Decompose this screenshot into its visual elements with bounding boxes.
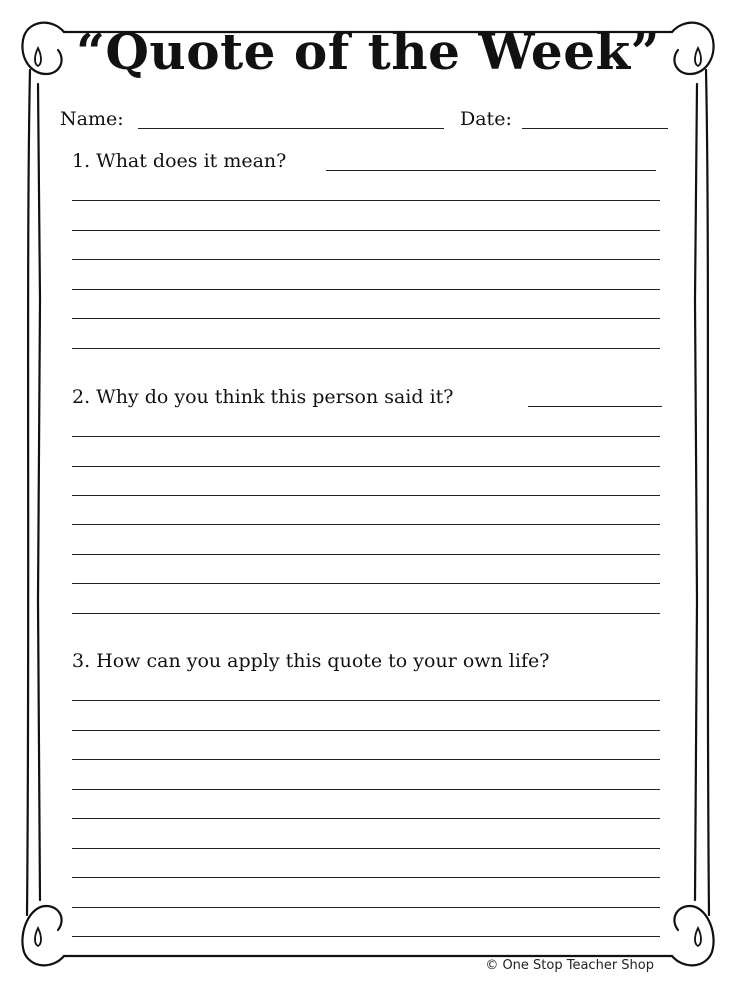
answer-line[interactable] (72, 230, 660, 231)
question-1: 1. What does it mean? (72, 150, 287, 172)
answer-line[interactable] (72, 289, 660, 290)
answer-line[interactable] (72, 524, 660, 525)
answer-line[interactable] (72, 259, 660, 260)
question-2: 2. Why do you think this person said it? (72, 386, 454, 408)
answer-line[interactable] (72, 759, 660, 760)
answer-line[interactable] (72, 848, 660, 849)
copyright-notice: © One Stop Teacher Shop (485, 958, 654, 973)
name-label: Name: (60, 108, 124, 130)
answer-line[interactable] (72, 789, 660, 790)
answer-line[interactable] (72, 495, 660, 496)
answer-line[interactable] (72, 936, 660, 937)
question-1-inline-blank[interactable] (326, 170, 656, 171)
question-3: 3. How can you apply this quote to your own life? (72, 650, 550, 672)
answer-line[interactable] (72, 730, 660, 731)
answer-line[interactable] (72, 877, 660, 878)
date-label: Date: (460, 108, 512, 130)
question-2-inline-blank[interactable] (528, 406, 662, 407)
answer-line[interactable] (72, 348, 660, 349)
answer-line[interactable] (72, 318, 660, 319)
answer-line[interactable] (72, 200, 660, 201)
answer-line[interactable] (72, 436, 660, 437)
name-blank[interactable] (138, 128, 444, 129)
answer-line[interactable] (72, 700, 660, 701)
answer-line[interactable] (72, 554, 660, 555)
answer-line[interactable] (72, 466, 660, 467)
answer-line[interactable] (72, 613, 660, 614)
worksheet-title: “Quote of the Week” (76, 22, 660, 81)
date-blank[interactable] (522, 128, 668, 129)
answer-line[interactable] (72, 907, 660, 908)
answer-line[interactable] (72, 818, 660, 819)
answer-line[interactable] (72, 583, 660, 584)
